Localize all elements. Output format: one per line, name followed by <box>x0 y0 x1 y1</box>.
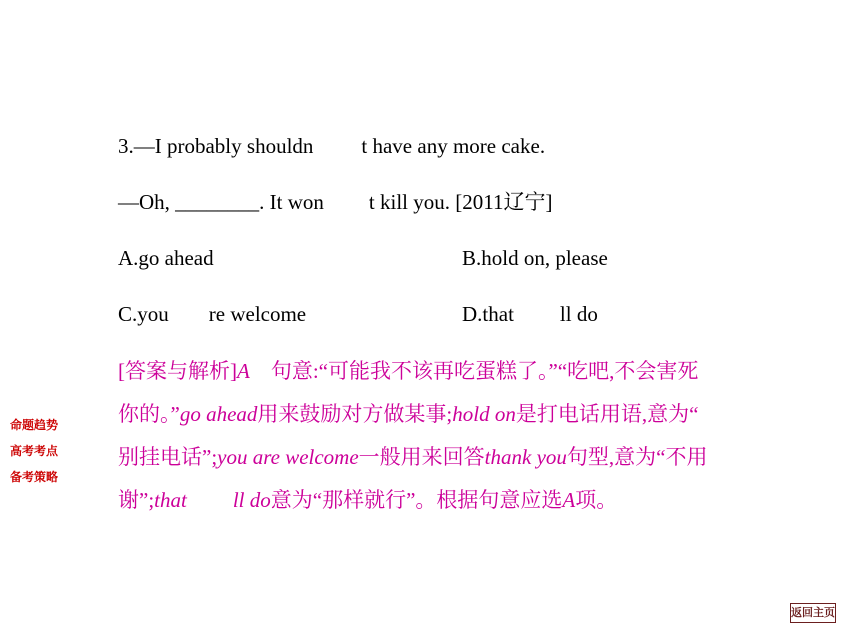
option-c-part-a: C.you <box>118 302 169 326</box>
sidebar-item-trend[interactable]: 命题趋势 <box>10 418 59 432</box>
answer-letter-final: A <box>562 488 576 512</box>
option-a: A.go ahead <box>118 246 214 270</box>
answer-line-2-text-b: 用来鼓励对方做某事; <box>257 402 453 426</box>
option-c <box>118 300 306 328</box>
option-d-part-b: ll do <box>559 302 598 326</box>
answer-letter: A <box>237 359 250 383</box>
option-d-part-a: D.that <box>462 302 514 326</box>
answer-phrase-you-are-welcome: you are welcome <box>217 445 359 469</box>
answer-label: [答案与解析] <box>118 359 237 383</box>
sidebar-item-exam-points[interactable]: 高考考点 <box>10 444 59 458</box>
question-line-1 <box>118 132 545 160</box>
answer-phrase-go-ahead: go ahead <box>179 402 258 426</box>
question-line-2-part-b: t kill you. [2011辽宁] <box>368 190 553 214</box>
answer-line-1-text: 句意:“可能我不该再吃蛋糕了。”“吃吧,不会害死 <box>249 359 699 383</box>
answer-line-4-text-c: 项。 <box>575 488 618 512</box>
question-line-2 <box>118 188 552 216</box>
answer-line-2-text-a: 你的。” <box>118 402 180 426</box>
answer-line-3-text-a: 别挂电话”; <box>118 445 218 469</box>
answer-line-2-text-c: 是打电话用语,意为“ <box>515 402 699 426</box>
answer-line-3-text-c: 句型,意为“不用 <box>566 445 708 469</box>
answer-line-2 <box>118 393 838 436</box>
option-d <box>462 300 598 328</box>
question-line-2-part-a: —Oh, ________. It won <box>118 190 324 214</box>
sidebar-nav <box>10 412 58 490</box>
answer-line-4-text-a: 谢”; <box>118 488 155 512</box>
option-c-part-b: re welcome <box>208 302 307 326</box>
answer-line-3 <box>118 436 838 479</box>
home-button[interactable]: 返回主页 <box>790 603 836 623</box>
option-b: B.hold on, please <box>462 246 608 270</box>
answer-line-1 <box>118 350 838 393</box>
question-line-1-part-b: t have any more cake. <box>361 134 546 158</box>
answer-explanation <box>118 350 838 522</box>
answer-line-4 <box>118 479 838 522</box>
answer-phrase-thank-you: thank you <box>484 445 567 469</box>
answer-line-4-text-b: 意为“那样就行”。根据句意应选 <box>270 488 563 512</box>
answer-phrase-ll-do: ll do <box>232 488 271 512</box>
answer-phrase-that: that <box>154 488 187 512</box>
sidebar-item-strategy[interactable]: 备考策略 <box>10 470 59 484</box>
answer-line-3-text-b: 一般用来回答 <box>358 445 485 469</box>
answer-phrase-hold-on: hold on <box>452 402 516 426</box>
question-line-1-part-a: 3.—I probably shouldn <box>118 134 314 158</box>
